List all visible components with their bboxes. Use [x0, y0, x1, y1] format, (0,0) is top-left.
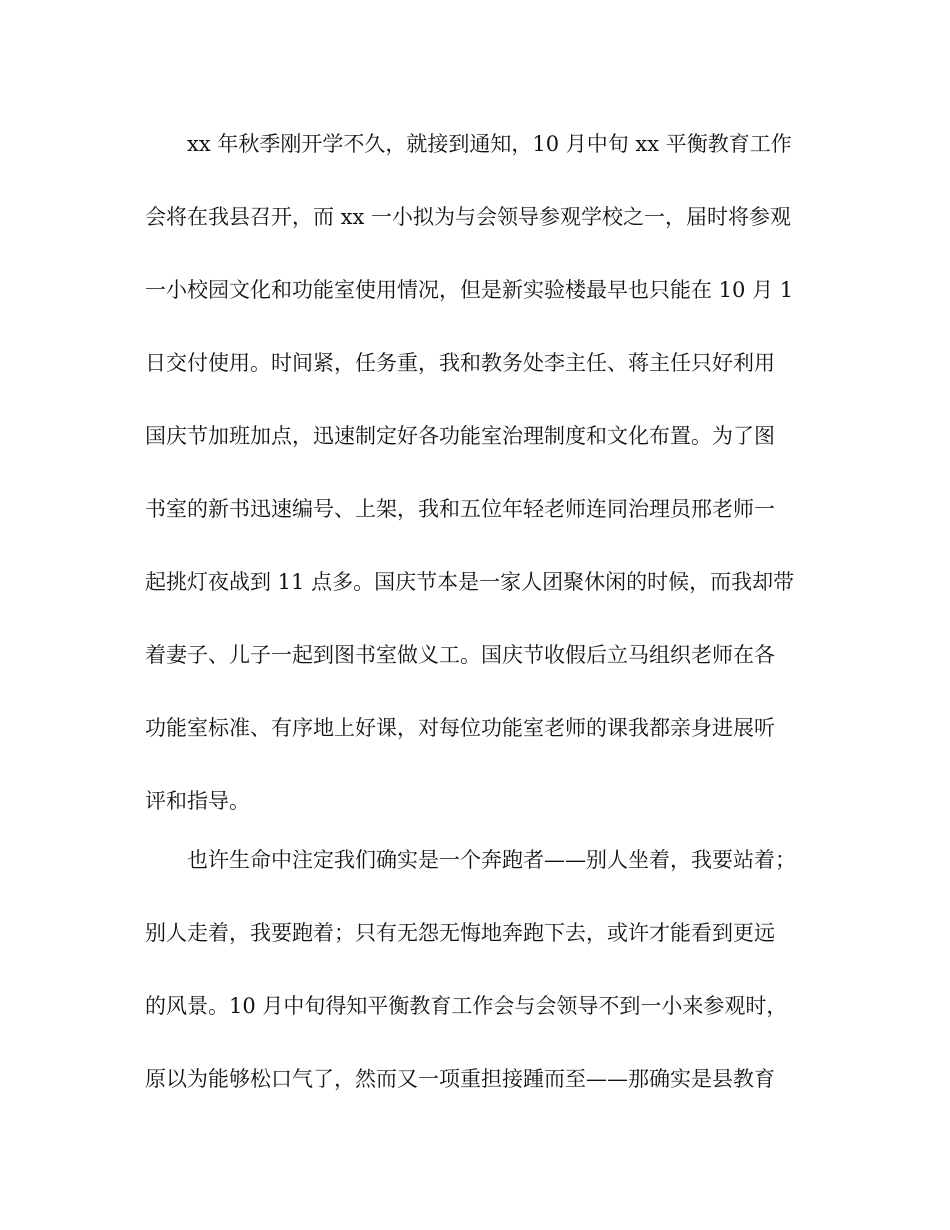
paragraph-1-line-10: 评和指导。	[145, 789, 250, 813]
paragraph-2-line-3: 的风景。10 月中旬得知平衡教育工作会与会领导不到一小来参观时，	[145, 994, 788, 1018]
paragraph-2-line-1: 也许生命中注定我们确实是一个奔跑者——别人坐着，我要站着；	[187, 848, 796, 872]
paragraph-1-line-6: 书室的新书迅速编号、上架，我和五位年轻老师连同治理员邢老师一	[145, 497, 775, 521]
paragraph-2-line-2: 别人走着，我要跑着；只有无怨无悔地奔跑下去，或许才能看到更远	[145, 921, 775, 945]
paragraph-1-line-5: 国庆节加班加点，迅速制定好各功能室治理制度和文化布置。为了图	[145, 424, 775, 448]
paragraph-1-line-8: 着妻子、儿子一起到图书室做义工。国庆节收假后立马组织老师在各	[145, 643, 775, 667]
paragraph-1-line-4: 日交付使用。时间紧，任务重，我和教务处李主任、蒋主任只好利用	[145, 351, 775, 375]
paragraph-1-line-3: 一小校园文化和功能室使用情况，但是新实验楼最早也只能在 10 月 1	[145, 278, 794, 302]
paragraph-2-line-4: 原以为能够松口气了，然而又一项重担接踵而至——那确实是县教育	[145, 1067, 775, 1091]
paragraph-1-line-2: 会将在我县召开，而 xx 一小拟为与会领导参观学校之一，届时将参观	[145, 205, 792, 229]
paragraph-1-line-9: 功能室标准、有序地上好课，对每位功能室老师的课我都亲身进展听	[145, 716, 775, 740]
paragraph-1-line-7: 起挑灯夜战到 11 点多。国庆节本是一家人团聚休闲的时候，而我却带	[145, 570, 795, 594]
paragraph-1-line-1: xx 年秋季刚开学不久，就接到通知，10 月中旬 xx 平衡教育工作	[187, 132, 792, 156]
